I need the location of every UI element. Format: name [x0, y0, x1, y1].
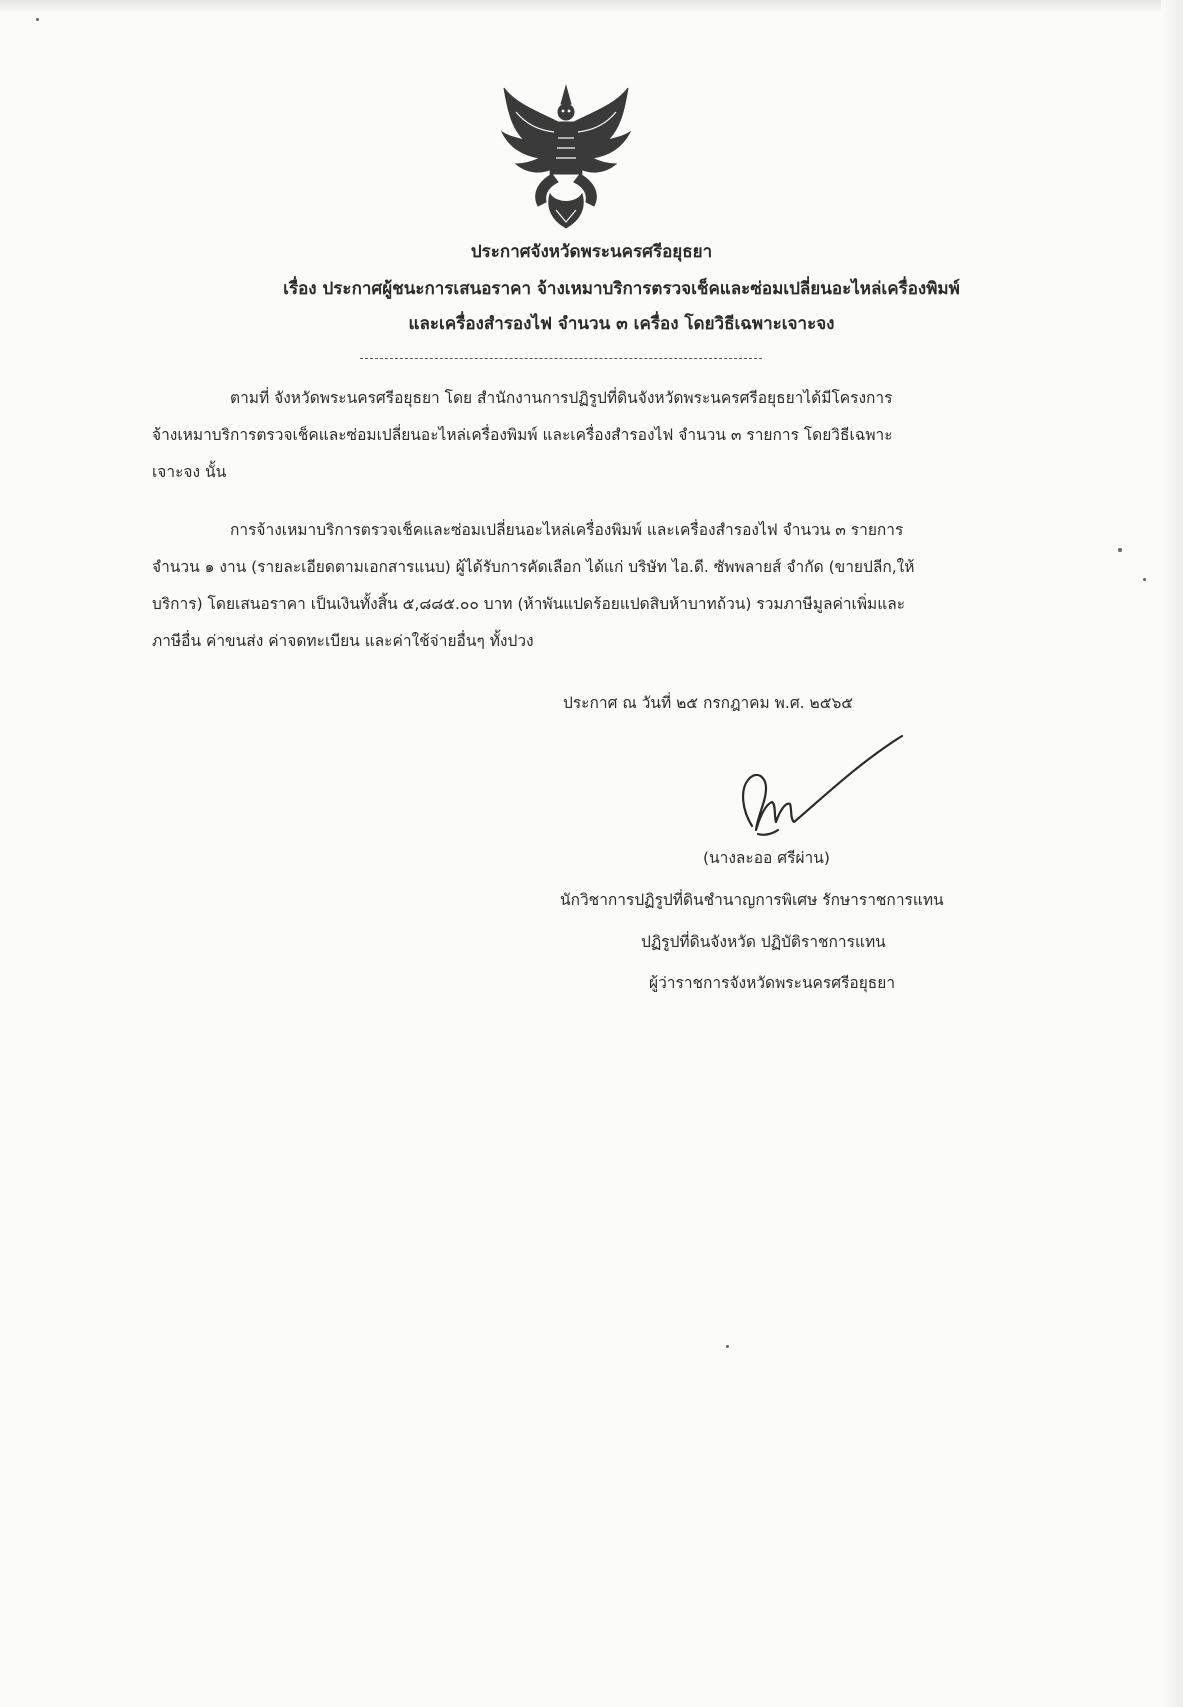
subject-line-1: เรื่อง ประกาศผู้ชนะการเสนอราคา จ้างเหมาบริการตรวจเช็คและซ่อมเปลี่ยนอะไหล่เครื่องพิมพ์	[283, 279, 960, 299]
paragraph-2-line: จำนวน ๑ งาน (รายละเอียดตามเอกสารแนบ) ผู้ได้รับการคัดเลือก ได้แก่ บริษัท ไอ.ดี. ซัพพลายส์ จำกัด (ขายปลีก,ให้	[152, 558, 915, 576]
paragraph-1-line: ตามที่ จังหวัดพระนครศรีอยุธยา โดย สำนักงานการปฏิรูปที่ดินจังหวัดพระนครศรีอยุธยาได้มีโครงการ	[230, 389, 893, 407]
paragraph-1-line: เจาะจง นั้น	[152, 463, 227, 481]
paragraph-2-line: บริการ) โดยเสนอราคา เป็นเงินทั้งสิ้น ๕,๘๘๕.๐๐ บาท (ห้าพันแปดร้อยแปดสิบห้าบาทถ้วน) รวมภาษีมูลค่าเพิ่มและ	[152, 595, 906, 613]
subject-line-2: และเครื่องสำรองไฟ จำนวน ๓ เครื่อง โดยวิธีเฉพาะเจาะจง	[408, 314, 835, 334]
garuda-emblem-icon	[498, 82, 634, 232]
title-divider	[360, 358, 762, 359]
paragraph-2	[152, 512, 967, 660]
scan-speck	[726, 1345, 729, 1348]
scan-speck	[1118, 548, 1122, 552]
signatory-position-3: ผู้ว่าราชการจังหวัดพระนครศรีอยุธยา	[649, 974, 896, 992]
scan-shadow-top	[0, 0, 1183, 14]
signatory-position-2: ปฏิรูปที่ดินจังหวัด ปฏิบัติราชการแทน	[641, 933, 886, 951]
handwritten-signature	[730, 730, 905, 840]
scan-speck	[1143, 578, 1146, 581]
paragraph-2-line: การจ้างเหมาบริการตรวจเช็คและซ่อมเปลี่ยนอะไหล่เครื่องพิมพ์ และเครื่องสำรองไฟ จำนวน ๓ รายการ	[230, 521, 904, 539]
paragraph-1-line: จ้างเหมาบริการตรวจเช็คและซ่อมเปลี่ยนอะไหล่เครื่องพิมพ์ และเครื่องสำรองไฟ จำนวน ๓ รายการ โดยวิธีเฉพาะ	[152, 426, 893, 444]
paragraph-1	[152, 380, 967, 491]
document-title: ประกาศจังหวัดพระนครศรีอยุธยา	[470, 242, 713, 262]
announcement-date: ประกาศ ณ วันที่ ๒๕ กรกฎาคม พ.ศ. ๒๕๖๕	[563, 694, 854, 712]
signatory-name: (นางละออ ศรีผ่าน)	[703, 849, 830, 867]
signatory-position-1: นักวิชาการปฏิรูปที่ดินชำนาญการพิเศษ รักษาราชการแทน	[560, 891, 944, 909]
paragraph-2-line: ภาษีอื่น ค่าขนส่ง ค่าจดทะเบียน และค่าใช้จ่ายอื่นๆ ทั้งปวง	[152, 632, 534, 650]
scan-speck	[36, 18, 39, 21]
